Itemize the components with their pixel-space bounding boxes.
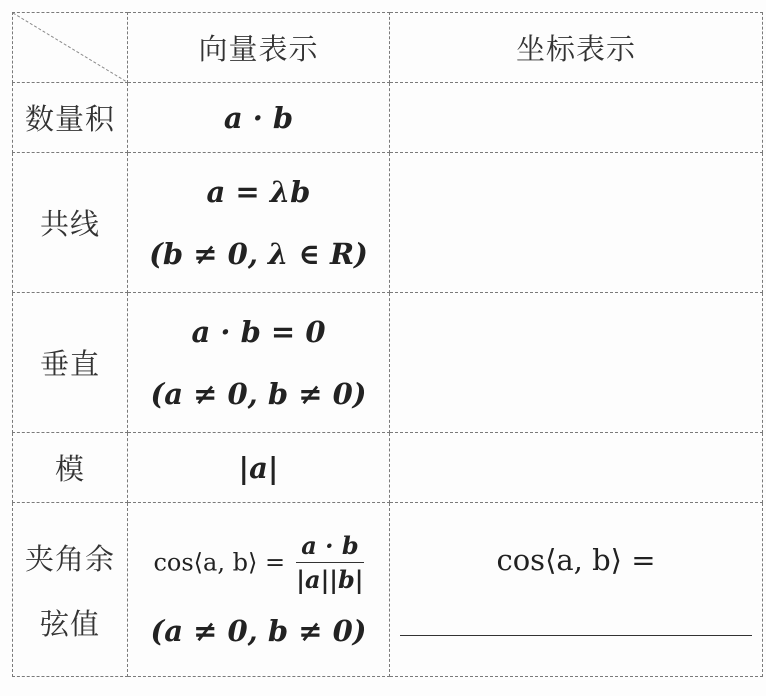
dot-product-formula: a · b <box>223 100 294 135</box>
collinear-condition: (b ≠ 0, λ ∈ R) <box>149 236 368 271</box>
row-label-dot-product: 数量积 <box>13 83 128 153</box>
dot-product-coordinate-form <box>390 83 763 153</box>
angle-cosine-condition: (a ≠ 0, b ≠ 0) <box>150 614 367 648</box>
collinear-vector-form <box>128 153 390 293</box>
table-row-collinear <box>13 153 763 293</box>
perpendicular-condition: (a ≠ 0, b ≠ 0) <box>150 376 367 411</box>
perpendicular-coordinate-form <box>390 293 763 433</box>
magnitude-formula: |a| <box>238 450 279 485</box>
angle-cosine-fraction <box>296 531 363 594</box>
row-label-angle-cosine <box>13 503 128 677</box>
vector-operations-table <box>12 12 763 677</box>
row-label-perpendicular: 垂直 <box>13 293 128 433</box>
dot-product-vector-form <box>128 83 390 153</box>
magnitude-coordinate-form <box>390 433 763 503</box>
corner-diagonal-cell <box>13 13 128 83</box>
row-label-angle-cosine-line2: 弦值 <box>39 606 100 641</box>
diagonal-line <box>13 13 127 82</box>
fraction-denominator: |a||b| <box>296 565 364 594</box>
collinear-coordinate-form <box>390 153 763 293</box>
fraction-numerator: a · b <box>296 531 363 563</box>
angle-cosine-vector-form <box>128 503 390 677</box>
angle-cosine-coordinate-form <box>390 503 763 677</box>
perpendicular-formula: a · b = 0 <box>191 314 326 349</box>
magnitude-vector-form <box>128 433 390 503</box>
angle-cosine-coordinate-prefix: cos⟨a, b⟩ = <box>496 543 656 577</box>
table-row-dot-product <box>13 83 763 153</box>
row-label-collinear: 共线 <box>13 153 128 293</box>
perpendicular-vector-form <box>128 293 390 433</box>
table-row-perpendicular <box>13 293 763 433</box>
answer-blank-line <box>400 635 752 636</box>
angle-cosine-prefix: cos⟨a, b⟩ = <box>153 548 286 577</box>
row-label-angle-cosine-line1: 夹角余 <box>24 541 115 576</box>
table-header-row <box>13 13 763 83</box>
coordinate-representation-header: 坐标表示 <box>390 13 763 83</box>
row-label-magnitude: 模 <box>13 433 128 503</box>
angle-cosine-formula <box>128 531 389 594</box>
vector-representation-header: 向量表示 <box>128 13 390 83</box>
table-row-angle-cosine <box>13 503 763 677</box>
collinear-formula: a = λb <box>206 174 311 209</box>
table-row-magnitude <box>13 433 763 503</box>
